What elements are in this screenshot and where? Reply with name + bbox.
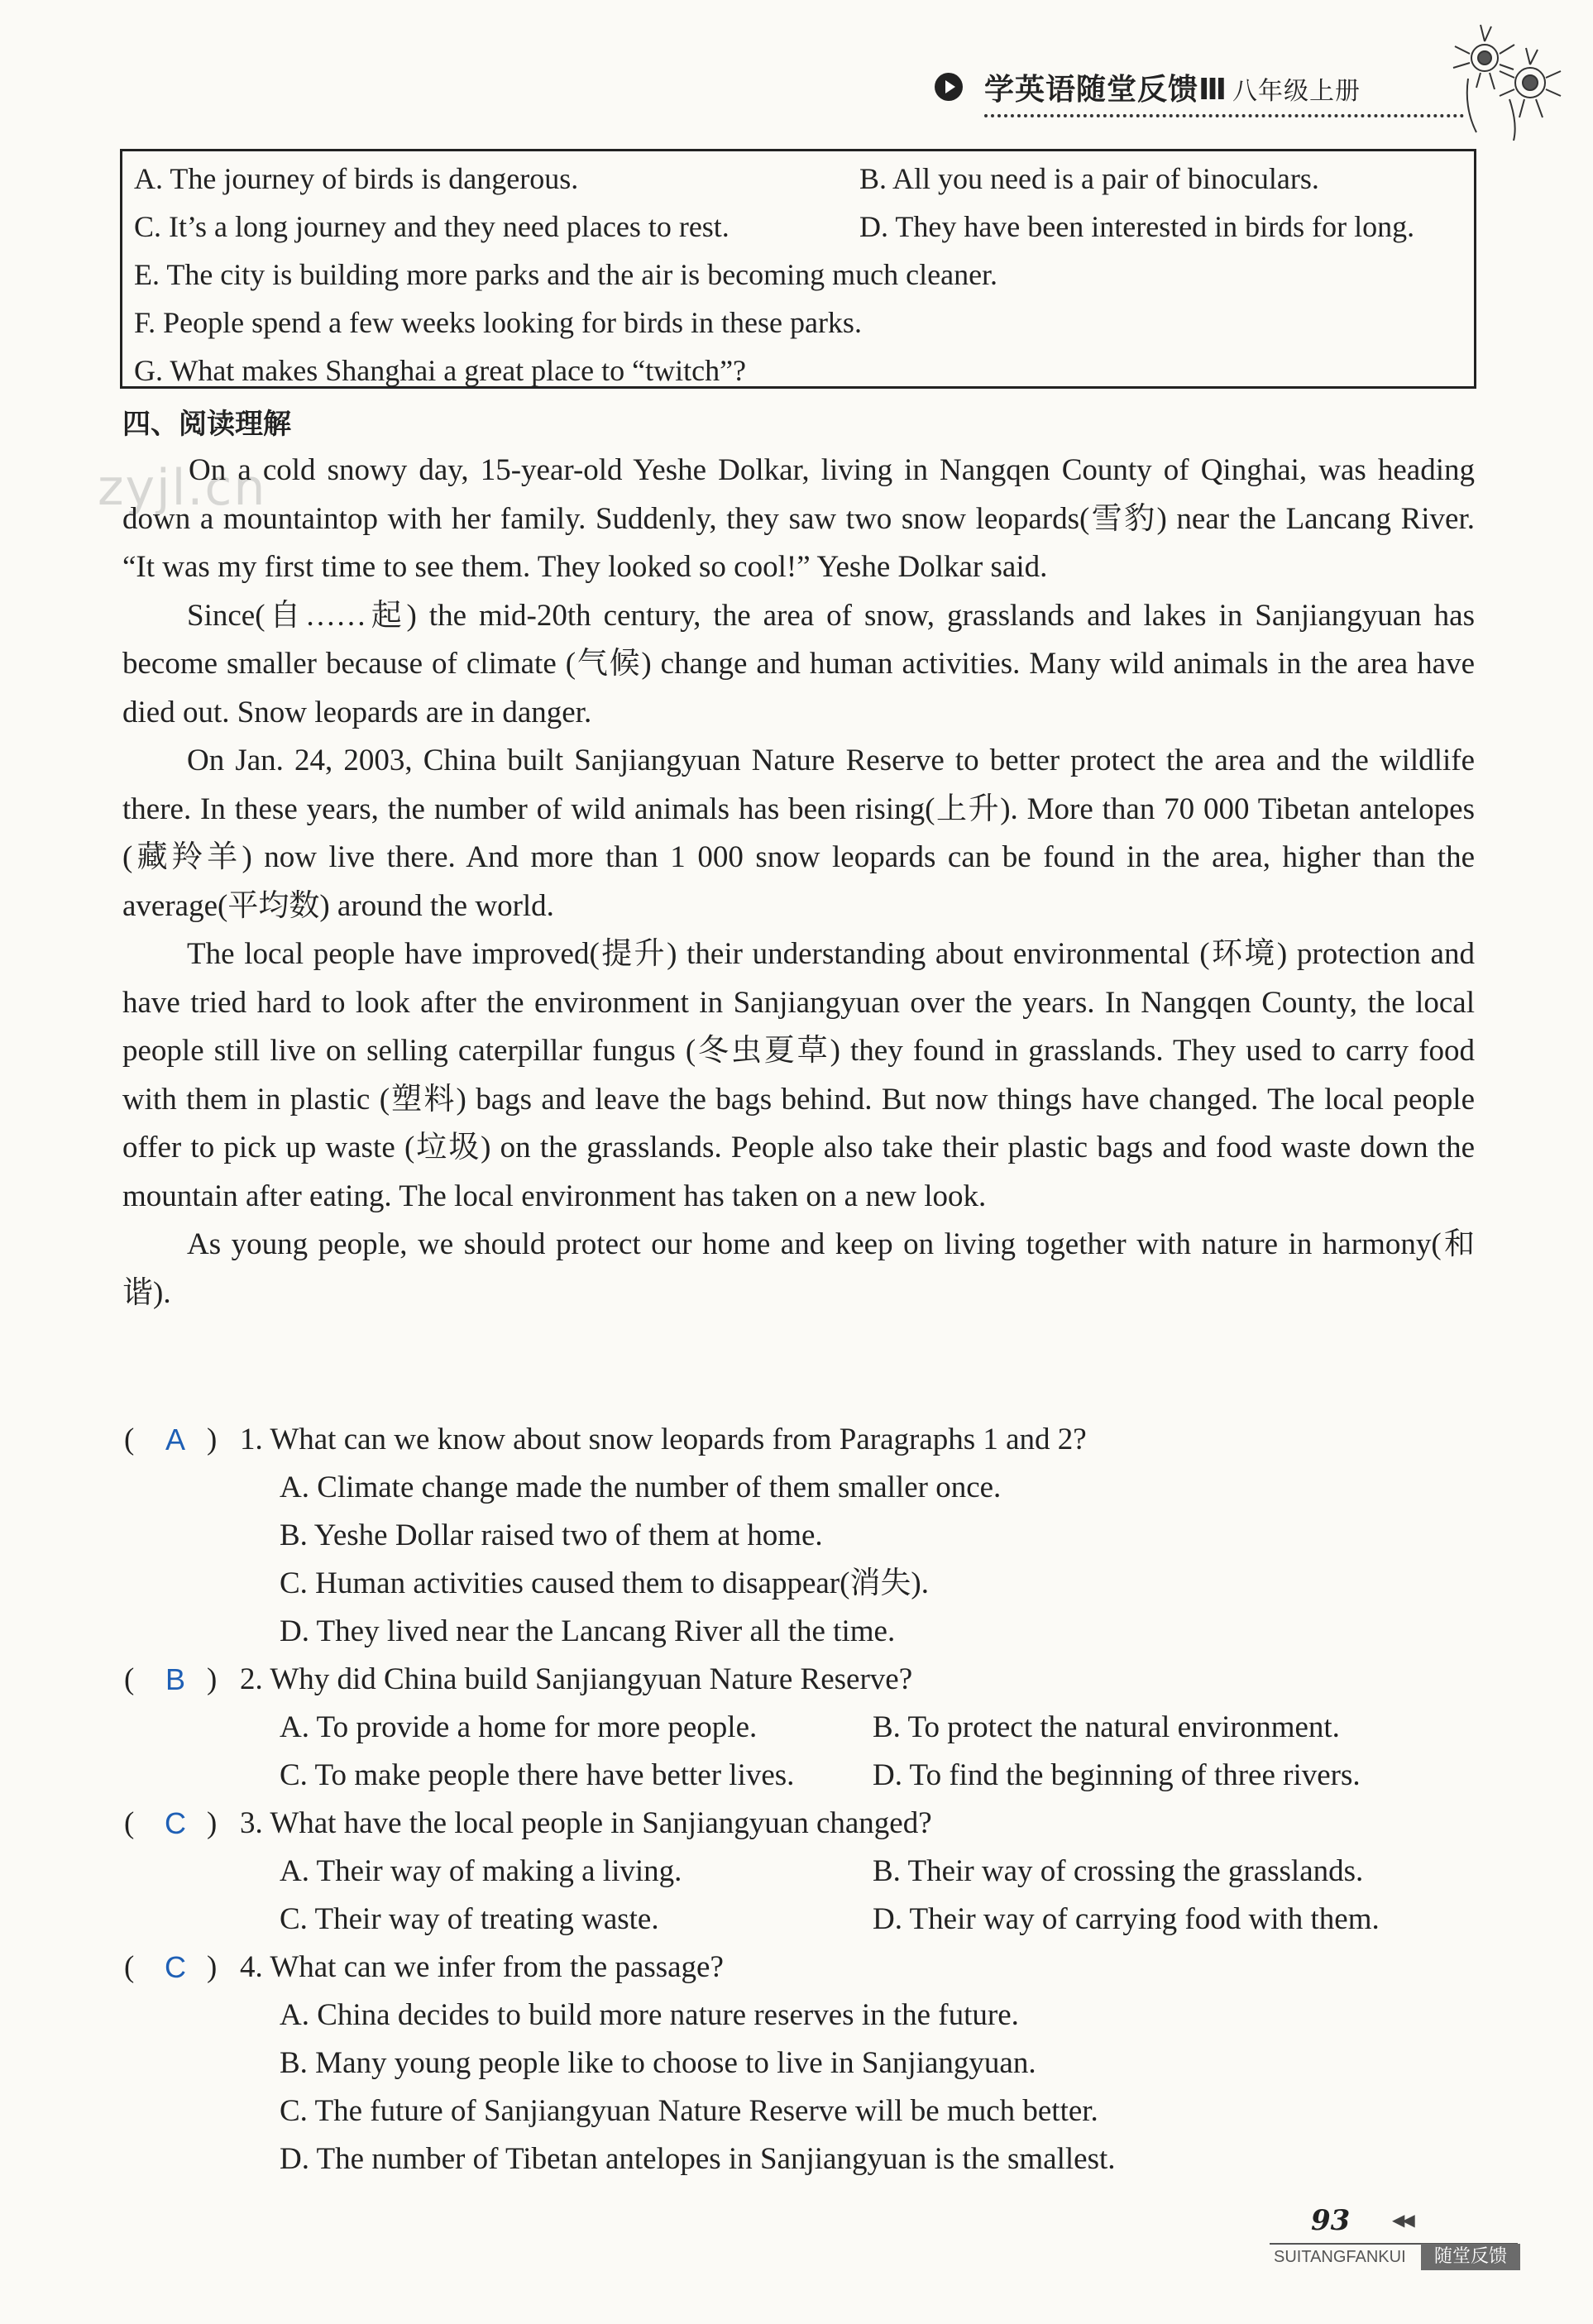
q2-option-b: B. To protect the natural environment. bbox=[873, 1710, 1340, 1744]
watermark: zyjl.cn bbox=[98, 459, 267, 517]
passage-paragraph-3: On Jan. 24, 2003, China built Sanjiangyuan Nature Reserve to better protect the area and the wildlife there. In these years, the number of wild animals has been rising(上升). More than 70 000 Tibetan antelopes (藏羚羊) now live there. And more than 1 000 snow leopards can be found in the area, higher than the average(平均数) around the world. bbox=[122, 744, 1475, 923]
options-row-2 bbox=[134, 203, 1462, 251]
q2-option-a: A. To provide a home for more people. bbox=[280, 1710, 758, 1744]
option-A: A. The journey of birds is dangerous. bbox=[134, 162, 579, 195]
q1-option-c: C. Human activities caused them to disappear(消失). bbox=[280, 1566, 930, 1600]
section-title: 四、阅读理解 bbox=[122, 408, 291, 441]
answer-paren-open: ( bbox=[124, 1423, 135, 1456]
answer-paren-close: ) bbox=[207, 1950, 218, 1984]
book-title bbox=[984, 66, 1361, 108]
q3-option-b: B. Their way of crossing the grasslands. bbox=[873, 1854, 1364, 1888]
q4-option-d: D. The number of Tibetan antelopes in Sanjiangyuan is the smallest. bbox=[280, 2142, 1116, 2176]
question-2-stem: 2. Why did China build Sanjiangyuan Nature Reserve? bbox=[240, 1662, 913, 1696]
q4-option-a: A. China decides to build more nature reserves in the future. bbox=[280, 1998, 1019, 2032]
options-row-1 bbox=[134, 155, 1462, 203]
footer-badge: 随堂反馈 bbox=[1421, 2244, 1520, 2270]
reading-passage bbox=[122, 447, 1475, 1317]
q3-option-a: A. Their way of making a living. bbox=[280, 1854, 682, 1888]
sunflower-decoration-icon bbox=[1435, 17, 1571, 141]
book-title-text: 学英语随堂反馈Ⅲ bbox=[984, 73, 1228, 107]
answer-4: C bbox=[165, 1950, 186, 1984]
answer-paren-close: ) bbox=[207, 1662, 218, 1696]
double-arrow-icon: ◀◀ bbox=[1392, 2212, 1413, 2230]
footer-series-name: SUITANGFANKUI bbox=[1274, 2248, 1406, 2266]
page-number: 93 bbox=[1311, 2204, 1351, 2237]
question-4-stem: 4. What can we infer from the passage? bbox=[240, 1950, 724, 1984]
question-3-stem: 3. What have the local people in Sanjiangyuan changed? bbox=[240, 1806, 932, 1840]
answer-paren-open: ( bbox=[124, 1806, 135, 1840]
passage-paragraph-5: As young people, we should protect our home and keep on living together with nature in harmony(和谐). bbox=[122, 1227, 1475, 1310]
header-dotted-rule bbox=[984, 114, 1464, 117]
option-E: E. The city is building more parks and the air is becoming much cleaner. bbox=[134, 258, 998, 291]
q1-option-b: B. Yeshe Dollar raised two of them at home. bbox=[280, 1518, 823, 1552]
passage-paragraph-2: Since(自……起) the mid-20th century, the area of snow, grasslands and lakes in Sanjiangyuan has become smaller because of climate (气候) change and human activities. Many wild animals in the area have died out. Snow leopards are in danger. bbox=[122, 598, 1475, 729]
answer-2: B bbox=[165, 1662, 185, 1696]
answer-paren-open: ( bbox=[124, 1662, 135, 1696]
answer-1: A bbox=[165, 1423, 185, 1456]
options-box bbox=[120, 149, 1476, 389]
page-header bbox=[935, 58, 1464, 116]
q3-option-d: D. Their way of carrying food with them. bbox=[873, 1902, 1380, 1936]
answer-paren-open: ( bbox=[124, 1950, 135, 1984]
answer-paren-close: ) bbox=[207, 1423, 218, 1456]
passage-paragraph-1: On a cold snowy day, 15-year-old Yeshe Dolkar, living in Nangqen County of Qinghai, was heading down a mountaintop with her family. Suddenly, they saw two snow leopards(雪豹) near the Lancang River. “It was my first time to see them. They looked so cool!” Yeshe Dolkar said. bbox=[122, 453, 1475, 584]
answer-paren-close: ) bbox=[207, 1806, 218, 1840]
book-grade: 八年级上册 bbox=[1232, 77, 1361, 106]
option-B: B. All you need is a pair of binoculars. bbox=[859, 162, 1319, 195]
q2-option-d: D. To find the beginning of three rivers. bbox=[873, 1758, 1361, 1792]
option-G: G. What makes Shanghai a great place to “twitch”? bbox=[134, 354, 747, 387]
play-icon bbox=[935, 73, 963, 101]
answer-3: C bbox=[165, 1806, 186, 1840]
q1-option-a: A. Climate change made the number of them smaller once. bbox=[280, 1470, 1002, 1504]
option-D: D. They have been interested in birds for long. bbox=[859, 210, 1415, 243]
option-F: F. People spend a few weeks looking for birds in these parks. bbox=[134, 306, 862, 339]
q3-option-c: C. Their way of treating waste. bbox=[280, 1902, 659, 1936]
option-C: C. It’s a long journey and they need places to rest. bbox=[134, 210, 730, 243]
q4-option-b: B. Many young people like to choose to live in Sanjiangyuan. bbox=[280, 2046, 1036, 2080]
q1-option-d: D. They lived near the Lancang River all the time. bbox=[280, 1614, 896, 1648]
passage-paragraph-4: The local people have improved(提升) their understanding about environmental (环境) protection and have tried hard to look after the environment in Sanjiangyuan over the years. In Nangqen County, the local people still live on selling caterpillar fungus (冬虫夏草) they found in grasslands. They used to carry food with them in plastic (塑料) bags and leave the bags behind. But now things have changed. The local people offer to pick up waste (垃圾) on the grasslands. People also take their plastic bags and food waste down the mountain after eating. The local environment has taken on a new look. bbox=[122, 937, 1475, 1213]
q2-option-c: C. To make people there have better lives. bbox=[280, 1758, 795, 1792]
question-1-stem: 1. What can we know about snow leopards from Paragraphs 1 and 2? bbox=[240, 1423, 1087, 1456]
q4-option-c: C. The future of Sanjiangyuan Nature Reserve will be much better. bbox=[280, 2094, 1098, 2128]
